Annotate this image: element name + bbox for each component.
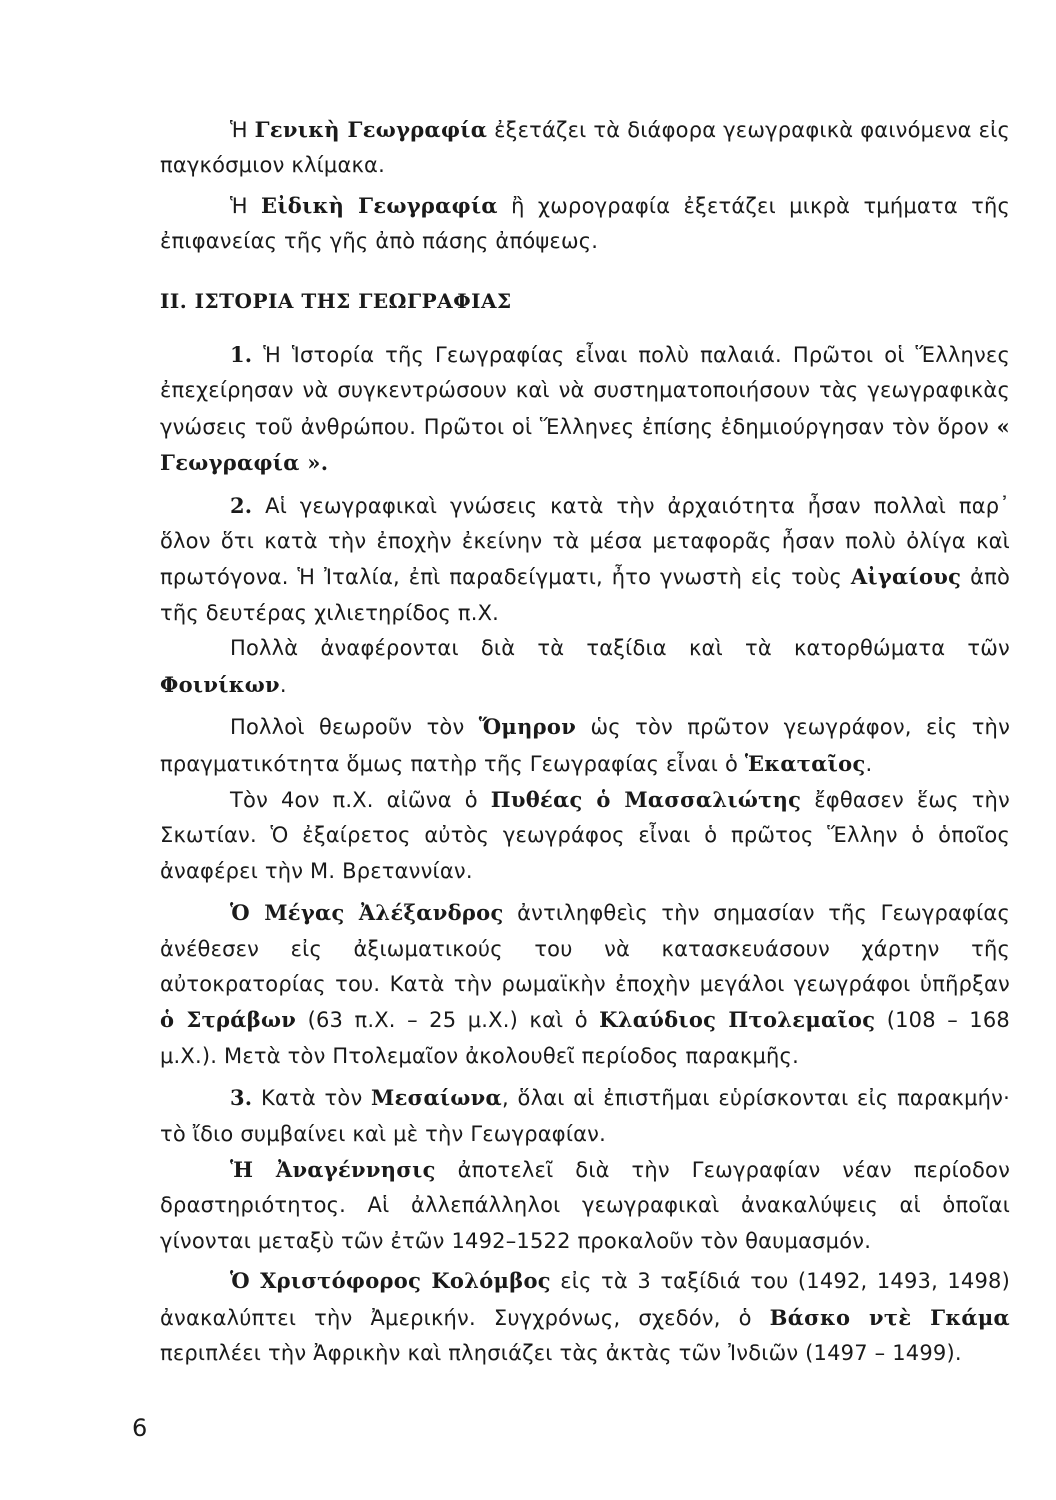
text-run: ἀπὸ τῆς δευτέρας χιλιετηρίδος π.Χ. bbox=[160, 565, 1011, 625]
text-run: . bbox=[279, 672, 287, 697]
highlighted-term: Ὁ Χριστόφορος Κολόμβος bbox=[230, 1268, 551, 1294]
highlighted-term: Φοινίκων bbox=[160, 671, 280, 697]
text-run: . bbox=[865, 751, 873, 776]
highlighted-term: Εἰδικὴ Γεωγραφία bbox=[261, 192, 498, 218]
paragraph-pytheas bbox=[160, 782, 1010, 889]
text-run: ὡς τὸν πρῶτον γεωγράφον, εἰς τὴν πραγματικότητα ὅμως πατὴρ τῆς Γεωγραφίας εἶναι ὁ bbox=[160, 715, 1010, 776]
paragraph-middle-ages bbox=[160, 1080, 1010, 1152]
highlighted-term: ὁ Στράβων bbox=[160, 1007, 297, 1033]
text-run: περιπλέει τὴν Ἀφρικὴν καὶ πλησιάζει τὰς ἀκτὰς τῶν Ἰνδιῶν (1497 – 1499). bbox=[160, 1341, 962, 1365]
highlighted-term: Κλαύδιος Πτολεμαῖος bbox=[599, 1007, 876, 1033]
page-text bbox=[160, 112, 1010, 1371]
paragraph-homer bbox=[160, 709, 1010, 782]
text-run: , ὅλαι αἱ ἐπιστῆμαι εὑρίσκονται εἰς παρακμήν· τὸ ἴδιο συμβαίνει καὶ μὲ τὴν Γεωγραφίαν. bbox=[160, 1086, 1010, 1146]
text-run: Πολλοὶ θεωροῦν τὸν bbox=[230, 715, 479, 740]
text-run: (63 π.Χ. – 25 μ.Χ.) καὶ ὁ bbox=[296, 1008, 600, 1033]
highlighted-term: Ἡ Ἀναγέννησις bbox=[230, 1156, 436, 1182]
highlighted-term: Μεσαίωνα bbox=[371, 1085, 502, 1111]
highlighted-term: Αἰγαίους bbox=[850, 564, 962, 590]
paragraph-number: 3. bbox=[230, 1085, 253, 1111]
highlighted-term: Ὁ Μέγας Ἀλέξανδρος bbox=[230, 900, 504, 926]
text-run: ἀντιληφθεὶς τὴν σημασίαν τῆς Γεωγραφίας ἀνέθεσεν εἰς ἀξιωματικούς του νὰ κατασκευάσουν χάρτην τῆς αὐτοκρατορίας του. Κατὰ τὴν ρωμαϊκὴν ἐποχὴν μεγάλοι γεωγράφοι ὑπῆρξαν bbox=[160, 901, 1010, 996]
text-run: εἰς τὰ 3 ταξίδιά του (1492, 1493, 1498) ἀνακαλύπτει τὴν Ἀμερικήν. Συγχρόνως, σχεδόν, ὁ bbox=[160, 1269, 1010, 1330]
text-run: Πολλὰ ἀναφέρονται διὰ τὰ ταξίδια καὶ τὰ κατορθώματα τῶν bbox=[230, 636, 1010, 661]
paragraph-special-geography bbox=[160, 188, 1010, 260]
highlighted-term: Ὅμηρον bbox=[478, 714, 577, 740]
paragraph-columbus bbox=[160, 1263, 1010, 1371]
paragraph-phoenicians bbox=[160, 631, 1010, 703]
text-run: ἢ χωρογραφία ἐξετάζει μικρὰ τμήματα τῆς ἐπιφανείας τῆς γῆς ἀπὸ πάσης ἀπόψεως. bbox=[160, 193, 1011, 254]
text-run: Ἡ bbox=[230, 193, 262, 218]
text-run: Ἡ Ἱστορία τῆς Γεωγραφίας εἶναι πολὺ παλαιά. Πρῶτοι οἱ Ἕλληνες ἐπεχείρησαν νὰ συγκεντρώσουν καὶ νὰ συστηματοποιήσουν τὰς γεωγραφικὰς γνώσεις τοῦ ἀνθρώπου. Πρῶτοι οἱ Ἕλληνες ἐπίσης ἐδημιούργησαν τὸν ὅρον bbox=[160, 343, 1010, 439]
paragraph-number: 2. bbox=[230, 492, 253, 518]
paragraph-general-geography bbox=[160, 112, 1010, 184]
paragraph-history-2 bbox=[160, 488, 1010, 632]
paragraph-number: 1. bbox=[230, 342, 253, 368]
text-run: ἐξετάζει τὰ διάφορα γεωγραφικὰ φαινόμενα εἰς παγκόσμιον κλίμακα. bbox=[160, 118, 1010, 178]
highlighted-term: Ἑκαταῖος bbox=[744, 750, 866, 776]
section-heading: II. ΙΣΤΟΡΙΑ ΤΗΣ ΓΕΩΓΡΑΦΙΑΣ bbox=[160, 288, 512, 313]
text-run: ἔφθασεν ἕως τὴν Σκωτίαν. Ὁ ἐξαίρετος αὐτὸς γεωγράφος εἶναι ὁ πρῶτος Ἕλλην ὁ ὁποῖος ἀναφέρει τὴν Μ. Βρεταννίαν. bbox=[160, 787, 1010, 883]
paragraph-renaissance bbox=[160, 1152, 1010, 1259]
highlighted-term: Πυθέας ὁ Μασσαλιώτης bbox=[490, 786, 802, 812]
highlighted-term: « Γεωγραφία ». bbox=[160, 413, 1010, 476]
page-number: 6 bbox=[132, 1414, 148, 1442]
text-run: (108 – 168 μ.Χ.). Μετὰ τὸν Πτολεμαῖον ἀκολουθεῖ περίοδος παρακμῆς. bbox=[160, 1008, 1010, 1068]
text-run: Τὸν 4ον π.Χ. αἰῶνα ὁ bbox=[230, 787, 491, 812]
text-run: Αἱ γεωγραφικαὶ γνώσεις κατὰ τὴν ἀρχαιότητα ἦσαν πολλαὶ παρ᾿ ὅλον ὅτι κατὰ τὴν ἐποχὴν ἐκείνην τὰ μέσα μεταφορᾶς ἦσαν πολὺ ὀλίγα καὶ πρωτόγονα. Ἡ Ἰταλία, ἐπὶ παραδείγματι, ἦτο γνωστὴ εἰς τοὺς bbox=[160, 493, 1010, 590]
highlighted-term: Βάσκο ντὲ Γκάμα bbox=[769, 1304, 1010, 1330]
text-run: Κατὰ τὸν bbox=[252, 1086, 372, 1111]
text-run: ἀποτελεῖ διὰ τὴν Γεωγραφίαν νέαν περίοδον δραστηριότητος. Αἱ ἀλλεπάλληλοι γεωγραφικαὶ ἀνακαλύψεις αἱ ὁποῖαι γίνονται μεταξὺ τῶν ἐτῶν 1492–1522 προκαλοῦν τὸν θαυμασμόν. bbox=[160, 1157, 1011, 1253]
highlighted-term: Γενικὴ Γεωγραφία bbox=[254, 117, 488, 142]
text-run: Ἡ bbox=[230, 118, 255, 142]
paragraph-history-1 bbox=[160, 337, 1010, 482]
paragraph-alexander bbox=[160, 895, 1010, 1074]
